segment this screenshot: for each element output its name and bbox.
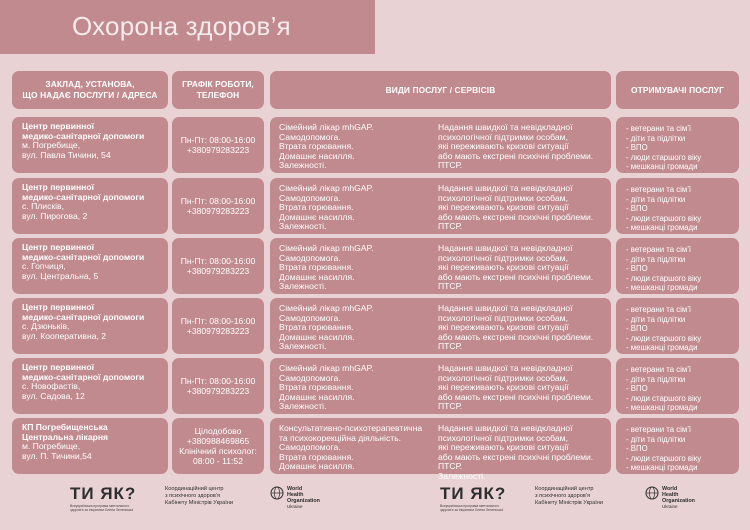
institution-address — [22, 382, 168, 401]
recipients-cell — [616, 117, 739, 173]
services-list — [279, 184, 437, 232]
coord-line: з психічного здоров’я — [535, 493, 591, 499]
institution-name-line: медико-санітарної допомоги — [22, 371, 145, 382]
service-item: Самодопомога. — [279, 372, 341, 383]
service-item: Втрата горювання. — [279, 141, 354, 152]
recipient-item: - мешканці громади — [626, 162, 698, 172]
recipient-item: - мешканці громади — [626, 283, 698, 293]
institution-name — [22, 183, 168, 202]
response-item: які переживають кризові ситуації — [438, 382, 569, 393]
response-item: або мають екстрені психічні проблеми. — [438, 451, 594, 462]
service-item: Втрата горювання. — [279, 262, 354, 273]
response-item: ПТСР. — [438, 341, 463, 352]
services-list — [279, 304, 437, 352]
recipient-item: - діти та підлітки — [626, 133, 686, 143]
response-list — [438, 364, 610, 412]
service-item: Домашнє насилля. — [279, 391, 355, 402]
coord-center-logo — [535, 486, 625, 507]
service-item: Домашнє насилля. — [279, 271, 355, 282]
service-item: Сімейний лікар mhGAP. — [279, 363, 374, 373]
schedule-line: +380979283223 — [186, 326, 250, 336]
header-recipients — [616, 71, 739, 109]
response-item: які переживають кризові ситуації — [438, 141, 569, 152]
recipients-cell — [616, 238, 739, 294]
institution-cell — [12, 117, 168, 173]
institution-cell — [12, 238, 168, 294]
institution-name — [22, 122, 168, 141]
schedule-line: Пн-Пт: 08:00-16:00 — [180, 135, 256, 145]
schedule-cell — [172, 418, 264, 474]
institution-address — [22, 141, 168, 160]
institution-name-line: КП Погребищенська — [22, 422, 108, 432]
service-item: Домашнє насилля. — [279, 461, 355, 472]
recipients-cell — [616, 298, 739, 354]
institution-name-line: Центр первинної — [22, 121, 95, 131]
service-item: Домашнє насилля. — [279, 331, 355, 342]
institution-address-line: вул. Павла Тичини, 54 — [22, 149, 111, 160]
response-item: Надання швидкої та невідкладної — [438, 363, 573, 373]
institution-address-line: вул. Пирогова, 2 — [22, 210, 88, 221]
who-name-line: Organization — [662, 498, 695, 504]
service-item: Сімейний лікар mhGAP. — [279, 303, 374, 313]
recipient-item: - діти та підлітки — [626, 314, 686, 324]
response-item: психологічної підтримки особам, — [438, 312, 568, 323]
response-item: Надання швидкої та невідкладної — [438, 423, 573, 433]
institution-address-line: вул. Центральна, 5 — [22, 270, 99, 281]
response-item: ПТСР. — [438, 461, 463, 472]
who-country: Ukraine — [287, 504, 303, 509]
response-item: психологічної підтримки особам, — [438, 131, 568, 142]
institution-address-line: вул. П. Тичини,54 — [22, 450, 92, 461]
institution-name-line: медико-санітарної допомоги — [22, 130, 145, 141]
who-country: Ukraine — [662, 504, 678, 509]
service-item: Самодопомога. — [279, 131, 341, 142]
institution-name-line: Центр первинної — [22, 242, 95, 252]
schedule-line: +380979283223 — [186, 386, 250, 396]
services-cell — [270, 178, 611, 234]
globe-icon — [645, 486, 659, 500]
schedule-line: Цілодобово — [194, 426, 242, 436]
service-item: Залежності. — [279, 401, 327, 412]
institution-name-line: медико-санітарної допомоги — [22, 251, 145, 262]
institution-address — [22, 262, 168, 281]
institution-address-line: м. Погребище, — [22, 140, 81, 151]
schedule-line: Пн-Пт: 08:00-16:00 — [180, 316, 256, 326]
service-item: Втрата горювання. — [279, 322, 354, 333]
response-item: психологічної підтримки особам, — [438, 372, 568, 383]
who-logo — [645, 486, 695, 509]
who-name-line: World Health — [662, 486, 679, 498]
service-item: Домашнє насилля. — [279, 150, 355, 161]
services-cell — [270, 358, 611, 414]
recipient-item: - мешканці громади — [626, 403, 698, 413]
recipient-item: - люди старшого віку — [626, 273, 702, 283]
coord-line: Координаційний центр — [535, 486, 594, 492]
service-item: Консультативно-психотерапевтична — [279, 423, 423, 433]
schedule-line: +380979283223 — [186, 266, 250, 276]
coord-line: Координаційний центр — [165, 486, 224, 492]
response-item: або мають екстрені психічні проблеми. — [438, 331, 594, 342]
header-institution-line: ЗАКЛАД, УСТАНОВА, — [45, 79, 135, 89]
service-item: Втрата горювання. — [279, 451, 354, 462]
response-item: які переживають кризові ситуації — [438, 202, 569, 213]
response-item: або мають екстрені психічні проблеми. — [438, 391, 594, 402]
institution-cell — [12, 358, 168, 414]
ty-yak-tagline: Всеукраїнська програма ментального здоров’я за ініціативи Олени Зеленської — [440, 504, 504, 512]
schedule-line: +380979283223 — [186, 206, 250, 216]
institution-name — [22, 423, 168, 442]
response-item: Надання швидкої та невідкладної — [438, 303, 573, 313]
service-item: Залежності. — [279, 341, 327, 352]
response-item: ПТСР. — [438, 281, 463, 292]
institution-name-line: Центр первинної — [22, 182, 95, 192]
recipient-item: - мешканці громади — [626, 463, 698, 473]
response-list — [438, 123, 610, 171]
recipient-item: - ветерани та сім’ї — [626, 185, 692, 194]
header-schedule-line: ГРАФІК РОБОТИ, — [182, 79, 254, 89]
header-schedule-line: ТЕЛЕФОН — [196, 90, 240, 100]
response-item: психологічної підтримки особам, — [438, 432, 568, 443]
response-item: які переживають кризові ситуації — [438, 442, 569, 453]
schedule-line: 08:00 - 11:52 — [192, 456, 243, 466]
recipient-item: - мешканці громади — [626, 343, 698, 353]
recipient-item: - діти та підлітки — [626, 254, 686, 264]
service-item: Домашнє насилля. — [279, 211, 355, 222]
response-item: ПТСР. — [438, 401, 463, 412]
service-item: та психокорекційна діяльність. — [279, 432, 402, 443]
institution-address-line: м. Погребище, — [22, 441, 81, 452]
response-item: або мають екстрені психічні проблеми. — [438, 271, 594, 282]
title-banner — [0, 0, 375, 54]
service-item: Самодопомога. — [279, 312, 341, 323]
institution-address-line: с. Гопчиця, — [22, 261, 66, 272]
services-cell — [270, 238, 611, 294]
service-item: Сімейний лікар mhGAP. — [279, 183, 374, 193]
ty-yak-logo: ТИ ЯК? — [440, 484, 507, 503]
header-institution-line: ЩО НАДАЄ ПОСЛУГИ / АДРЕСА — [22, 90, 158, 100]
response-list — [438, 184, 610, 232]
response-item: Надання швидкої та невідкладної — [438, 122, 573, 132]
institution-name — [22, 303, 168, 322]
services-list — [279, 424, 437, 472]
recipient-item: - ВПО — [626, 444, 648, 454]
recipient-item: - люди старшого віку — [626, 333, 702, 343]
coord-center-logo — [165, 486, 255, 507]
recipient-item: - ветерани та сім’ї — [626, 365, 692, 374]
who-logo — [270, 486, 320, 509]
institution-cell — [12, 178, 168, 234]
institution-address-line: с. Плисків, — [22, 201, 64, 212]
recipient-item: - люди старшого віку — [626, 393, 702, 403]
schedule-line: Пн-Пт: 08:00-16:00 — [180, 376, 256, 386]
services-list — [279, 364, 437, 412]
institution-address — [22, 322, 168, 341]
recipient-item: - ВПО — [626, 324, 648, 334]
institution-name-line: медико-санітарної допомоги — [22, 311, 145, 322]
institution-cell — [12, 298, 168, 354]
response-item: ПТСР. — [438, 160, 463, 171]
schedule-line: Клінічний психолог: — [179, 446, 257, 456]
service-item: Сімейний лікар mhGAP. — [279, 243, 374, 253]
service-item: Самодопомога. — [279, 442, 341, 453]
recipients-cell — [616, 178, 739, 234]
institution-name-line: Центр первинної — [22, 362, 95, 372]
services-list — [279, 244, 437, 292]
schedule-line: Пн-Пт: 08:00-16:00 — [180, 256, 256, 266]
recipient-item: - ВПО — [626, 264, 648, 274]
institution-address-line: с. Дзюньків, — [22, 321, 70, 332]
recipients-cell — [616, 418, 739, 474]
response-item: або мають екстрені психічні проблеми. — [438, 150, 594, 161]
response-item: ПТСР. — [438, 221, 463, 232]
response-item: Залежності. — [438, 470, 486, 481]
who-name-line: Organization — [287, 498, 320, 504]
schedule-line: +380988469865 — [186, 436, 250, 446]
response-item: або мають екстрені психічні проблеми. — [438, 211, 594, 222]
coord-line: з психічного здоров’я — [165, 493, 221, 499]
response-item: Надання швидкої та невідкладної — [438, 183, 573, 193]
services-list — [279, 123, 437, 171]
institution-name-line: Центральна лікарня — [22, 431, 109, 442]
institution-address — [22, 442, 168, 461]
response-list — [438, 424, 610, 482]
schedule-cell — [172, 298, 264, 354]
globe-icon — [270, 486, 284, 500]
recipients-cell — [616, 358, 739, 414]
institution-address-line: с. Новофастів, — [22, 381, 81, 392]
who-name-line: World Health — [287, 486, 304, 498]
services-cell — [270, 117, 611, 173]
coord-line: Кабінету Міністрів України — [535, 500, 604, 506]
recipient-item: - ветерани та сім’ї — [626, 425, 692, 434]
recipient-item: - ветерани та сім’ї — [626, 305, 692, 314]
response-item: психологічної підтримки особам, — [438, 252, 568, 263]
institution-name-line: медико-санітарної допомоги — [22, 191, 145, 202]
service-item: Самодопомога. — [279, 192, 341, 203]
institution-name — [22, 363, 168, 382]
institution-name — [22, 243, 168, 262]
page-title: Охорона здоров’я — [72, 11, 291, 41]
recipient-item: - діти та підлітки — [626, 434, 686, 444]
service-item: Залежності. — [279, 160, 327, 171]
institution-name-line: Центр первинної — [22, 302, 95, 312]
services-cell — [270, 298, 611, 354]
service-item: Втрата горювання. — [279, 382, 354, 393]
schedule-cell — [172, 238, 264, 294]
service-item: Сімейний лікар mhGAP. — [279, 122, 374, 132]
header-services-label: ВИДИ ПОСЛУГ / СЕРВІСІВ — [385, 84, 496, 95]
recipient-item: - ветерани та сім’ї — [626, 124, 692, 133]
schedule-cell — [172, 117, 264, 173]
recipient-item: - діти та підлітки — [626, 194, 686, 204]
header-institution — [12, 71, 168, 109]
recipient-item: - діти та підлітки — [626, 374, 686, 384]
response-list — [438, 244, 610, 292]
response-list — [438, 304, 610, 352]
service-item: Залежності. — [279, 221, 327, 232]
service-item: Втрата горювання. — [279, 202, 354, 213]
header-services — [270, 71, 611, 109]
schedule-line: Пн-Пт: 08:00-16:00 — [180, 196, 256, 206]
response-item: які переживають кризові ситуації — [438, 262, 569, 273]
institution-address-line: вул. Садова, 12 — [22, 390, 85, 401]
recipient-item: - ветерани та сім’ї — [626, 245, 692, 254]
schedule-cell — [172, 358, 264, 414]
recipient-item: - люди старшого віку — [626, 213, 702, 223]
services-cell — [270, 418, 611, 481]
coord-line: Кабінету Міністрів України — [165, 500, 234, 506]
recipient-item: - люди старшого віку — [626, 453, 702, 463]
recipient-item: - ВПО — [626, 143, 648, 153]
recipient-item: - люди старшого віку — [626, 152, 702, 162]
header-recipients-label: ОТРИМУВАЧІ ПОСЛУГ — [631, 84, 724, 95]
ty-yak-logo: ТИ ЯК? — [70, 484, 137, 503]
institution-address-line: вул. Кооперативна, 2 — [22, 330, 107, 341]
response-item: Надання швидкої та невідкладної — [438, 243, 573, 253]
recipient-item: - ВПО — [626, 204, 648, 214]
recipient-item: - мешканці громади — [626, 223, 698, 233]
service-item: Самодопомога. — [279, 252, 341, 263]
service-item: Залежності. — [279, 281, 327, 292]
recipient-item: - ВПО — [626, 384, 648, 394]
ty-yak-tagline: Всеукраїнська програма ментального здоров’я за ініціативи Олени Зеленської — [70, 504, 134, 512]
header-schedule — [172, 71, 264, 109]
institution-cell — [12, 418, 168, 474]
schedule-cell — [172, 178, 264, 234]
response-item: які переживають кризові ситуації — [438, 322, 569, 333]
response-item: психологічної підтримки особам, — [438, 192, 568, 203]
institution-address — [22, 202, 168, 221]
schedule-line: +380979283223 — [186, 145, 250, 155]
